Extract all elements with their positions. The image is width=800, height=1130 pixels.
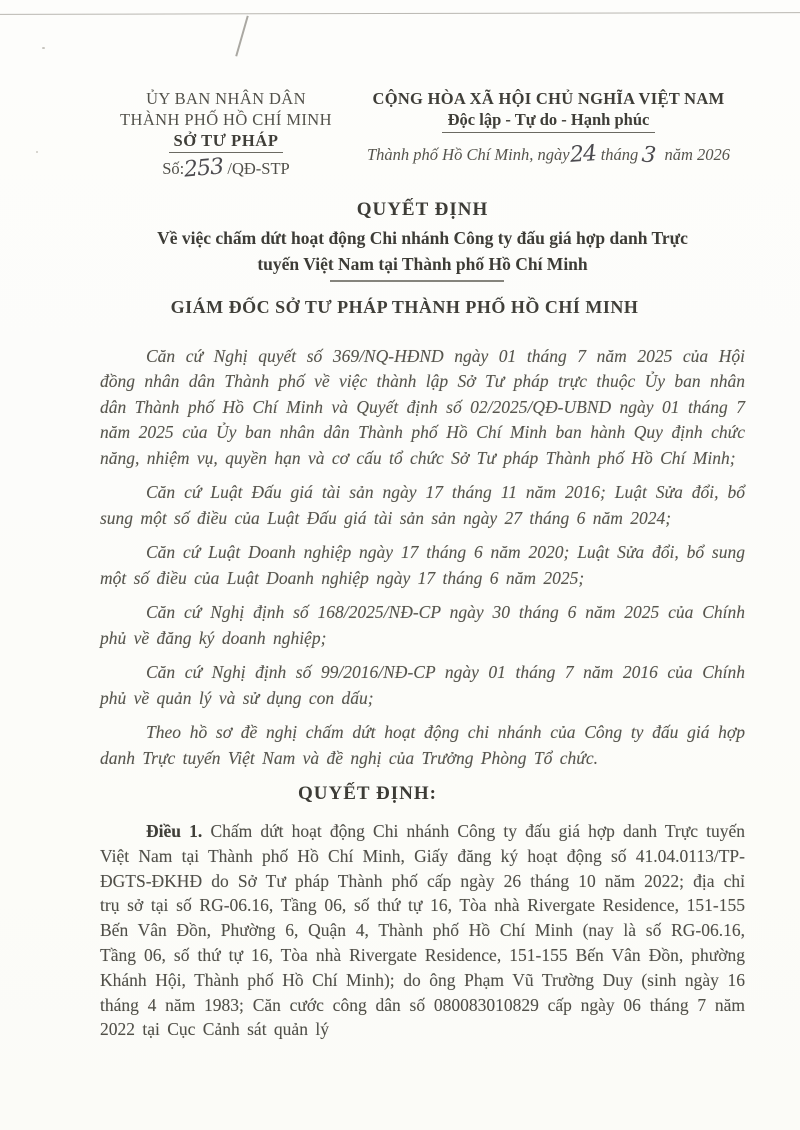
recital-paragraph: Căn cứ Luật Đấu giá tài sản ngày 17 tháng 11 năm 2016; Luật Sửa đổi, bổ sung một số điều của Luật Đấu giá tài sản sản ngày 27 tháng 6 năm 2024;: [100, 482, 745, 528]
date-suffix: năm 2026: [664, 145, 730, 164]
recital-paragraph: Theo hồ sơ đề nghị chấm dứt hoạt động chi nhánh của Công ty đấu giá hợp danh Trực tuyến Việt Nam và đề nghị của Trưởng Phòng Tổ chức.: [100, 722, 745, 768]
national-motto: Độc lập - Tự do - Hạnh phúc: [442, 109, 656, 133]
decision-subject: [100, 225, 745, 277]
title-block: [100, 198, 745, 282]
document-header: [100, 88, 745, 183]
decision-subject-line2: tuyến Việt Nam tại Thành phố Hồ Chí Minh: [257, 254, 588, 274]
date-day-handwritten: 24: [568, 141, 597, 168]
recital-paragraph: Căn cứ Luật Doanh nghiệp ngày 17 tháng 6 năm 2020; Luật Sửa đổi, bổ sung một số điều của Luật Doanh nghiệp ngày 17 tháng 6 năm 2025;: [100, 542, 745, 588]
national-motto-country: CỘNG HÒA XÃ HỘI CHỦ NGHĨA VIỆT NAM: [372, 89, 725, 108]
article-1-label: Điều 1.: [146, 821, 203, 841]
national-block: [352, 88, 745, 169]
issuer-department: SỞ TƯ PHÁP: [169, 130, 282, 153]
scan-speck: [36, 151, 38, 153]
scan-slash-mark: [235, 16, 248, 57]
issuer-department-wrap: [100, 130, 352, 153]
national-motto-wrap: [352, 109, 745, 133]
issuer-block: [100, 88, 352, 183]
date-prefix: Thành phố Hồ Chí Minh, ngày: [367, 145, 570, 164]
issuer-parent-org: ỦY BAN NHÂN DÂN: [146, 89, 306, 108]
resolution-heading: QUYẾT ĐỊNH:: [298, 783, 437, 804]
recital-paragraph: Căn cứ Nghị quyết số 369/NQ-HĐND ngày 01 tháng 7 năm 2025 của Hội đồng nhân dân Thành phố về việc thành lập Sở Tư pháp trực thuộc Ủy ban nhân dân Thành phố Hồ Chí Minh và Quyết định số 02/2025/QĐ-UBND ngày 01 tháng 7 năm 2025 của Ủy ban nhân dân Thành phố Hồ Chí Minh ban hành Quy định chức năng, nhiệm vụ, quyền hạn và cơ cấu tổ chức Sở Tư pháp Thành phố Hồ Chí Minh;: [100, 345, 745, 468]
date-mid: tháng: [600, 145, 639, 164]
decision-kind-title: QUYẾT ĐỊNH: [356, 199, 489, 220]
document-number-suffix: /QĐ-STP: [227, 159, 290, 178]
scan-edge-line: [0, 12, 800, 15]
subject-underline: [330, 280, 504, 282]
date-month-handwritten: 3: [640, 142, 658, 169]
article-1-paragraph: [100, 819, 745, 1042]
recitals-section: [100, 344, 745, 772]
issuer-city: THÀNH PHỐ HỒ CHÍ MINH: [120, 110, 332, 129]
recital-paragraph: Căn cứ Nghị định số 99/2016/NĐ-CP ngày 01 tháng 7 năm 2016 của Chính phủ về quản lý và sử dụng con dấu;: [100, 662, 745, 708]
place-date-line: [352, 141, 745, 169]
issuing-authority-title: GIÁM ĐỐC SỞ TƯ PHÁP THÀNH PHỐ HỒ CHÍ MINH: [170, 296, 639, 317]
document-number-label: Số:: [162, 159, 185, 178]
decision-subject-line1: Về việc chấm dứt hoạt động Chi nhánh Công ty đấu giá hợp danh Trực: [157, 228, 688, 248]
recital-paragraph: Căn cứ Nghị định số 168/2025/NĐ-CP ngày 30 tháng 6 năm 2025 của Chính phủ về đăng ký doanh nghiệp;: [100, 602, 745, 648]
scan-speck: [42, 47, 45, 49]
article-1-text: Chấm dứt hoạt động Chi nhánh Công ty đấu giá hợp danh Trực tuyến Việt Nam tại Thành phố Hồ Chí Minh, Giấy đăng ký hoạt động số 41.04.0113/TP-ĐGTS-ĐKHĐ do Sở Tư pháp Thành phố cấp ngày 26 tháng 10 năm 2022; địa chỉ trụ sở tại số RG-06.16, Tầng 06, số thứ tự 16, Tòa nhà Rivergate Residence, 151-155 Bến Vân Đồn, Phường 6, Quận 4, Thành phố Hồ Chí Minh (nay là số RG-06.16, Tầng 06, số thứ tự 16, Tòa nhà Rivergate Residence, 151-155 Bến Vân Đồn, phường Khánh Hội, Thành phố Hồ Chí Minh); do ông Phạm Vũ Trường Duy (sinh ngày 16 tháng 4 năm 1983; Căn cước công dân số 080083010829 cấp ngày 06 tháng 7 năm 2022 tại Cục Cảnh sát quản lý: [100, 821, 746, 1040]
document-number-handwritten: 253: [183, 154, 225, 183]
document-number: [100, 154, 352, 183]
